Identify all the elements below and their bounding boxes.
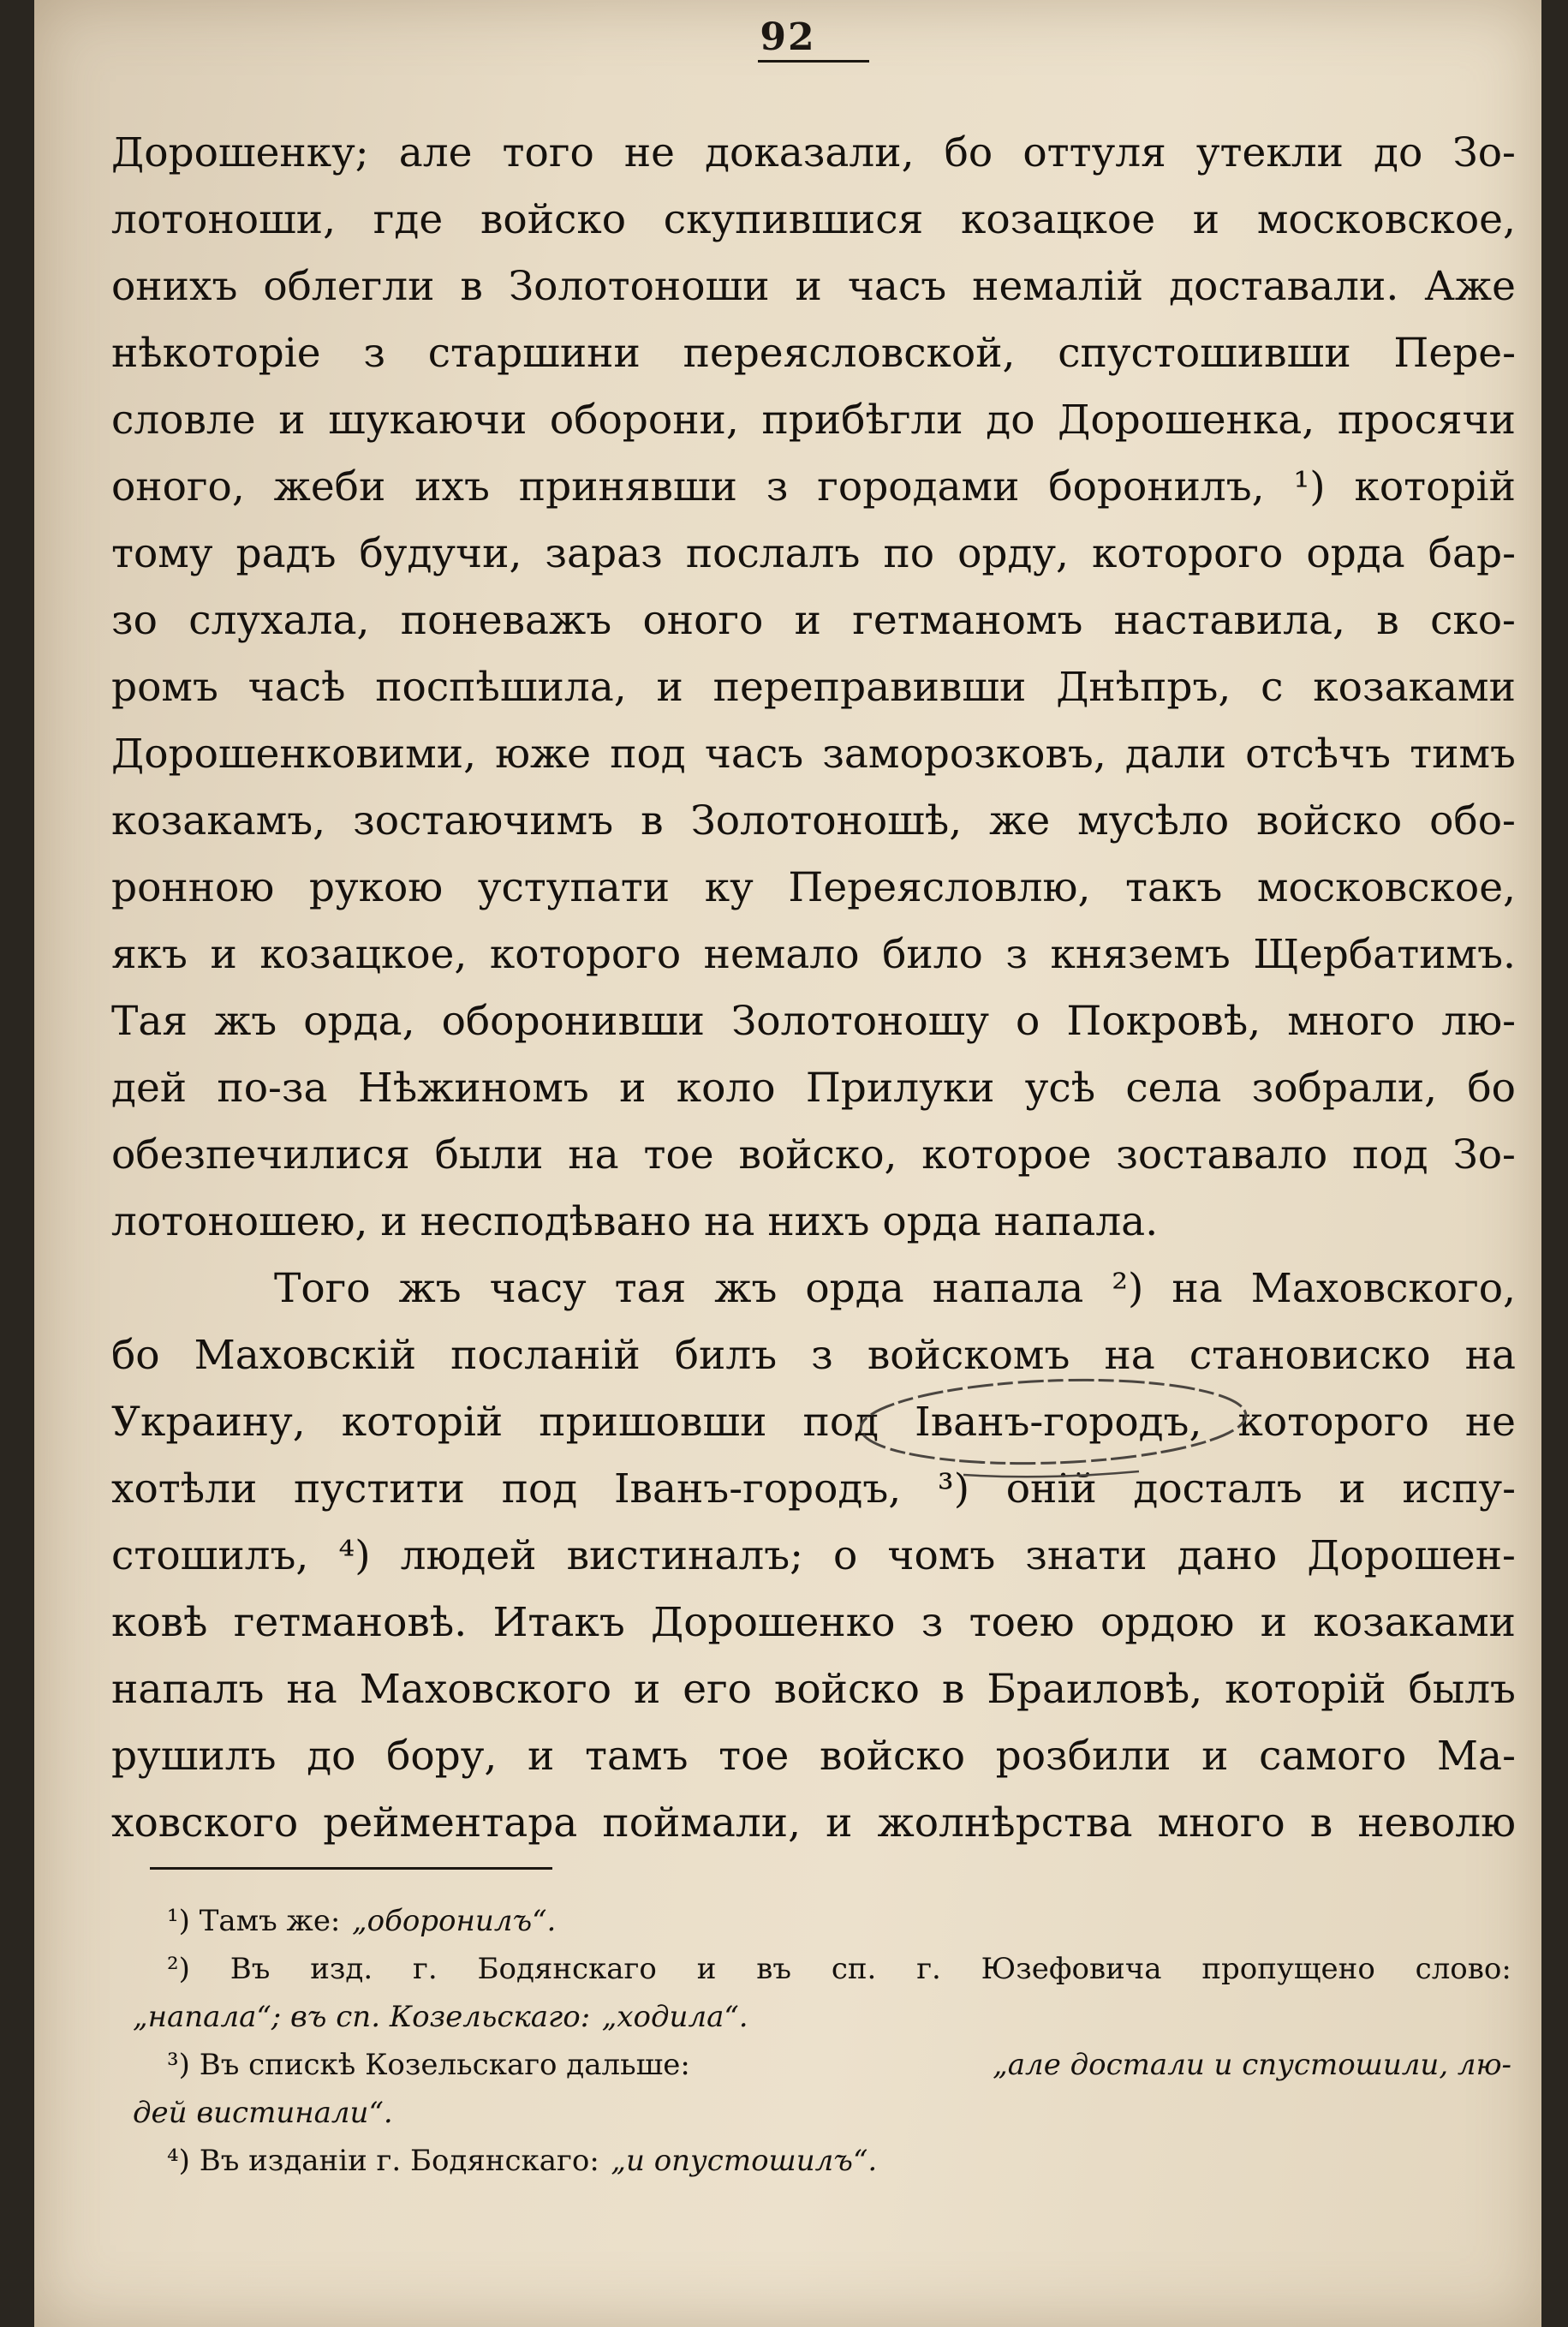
footnote-2-continued: „напала“; въ сп. Козельскаго: „ходила“.: [133, 2000, 748, 2034]
main-text: [111, 120, 1516, 1857]
text-line: лотоношею, и несподѣвано на нихъ орда напала.: [111, 1198, 1159, 1245]
footnote-separator: [150, 1867, 552, 1870]
footnote-3: ³) Въ спискѣ Козельскаго дальше: „але достали и спустошили, лю-: [167, 2048, 1511, 2082]
text-line: оного, жеби ихъ принявши з городами боронилъ, ¹) которій: [111, 463, 1516, 510]
text-line: Того жъ часу тая жъ орда напала ²) на Маховского,: [274, 1265, 1516, 1312]
text-line: онихъ облегли в Золотоноши и часъ немалій доставали. Аже: [111, 263, 1516, 310]
text-line: напалъ на Маховского и его войско в Браиловѣ, которій былъ: [111, 1666, 1516, 1713]
text-line: якъ и козацкое, которого немало било з княземъ Щербатимъ.: [111, 931, 1516, 978]
text-line: дей по-за Нѣжиномъ и коло Прилуки усѣ села зобрали, бо: [111, 1065, 1516, 1112]
footnote-2: ²) Въ изд. г. Бодянскаго и въ сп. г. Юзефовича пропущено слово:: [167, 1952, 1511, 1986]
page-number-rule: [758, 60, 869, 63]
text-line: Дорошенку; але того не доказали, бо оттуля утекли до Зо-: [111, 129, 1516, 176]
text-line: козакамъ, зостаючимъ в Золотоношѣ, же мусѣло войско обо-: [111, 797, 1516, 844]
text-line: словле и шукаючи оборони, прибѣгли до Дорошенка, просячи: [111, 397, 1516, 444]
text-line: обезпечилися были на тое войско, которое зоставало под Зо-: [111, 1131, 1516, 1178]
footnote-4: ⁴) Въ изданіи г. Бодянскаго: „и опустошилъ“.: [167, 2144, 878, 2178]
text-line: рушилъ до бору, и тамъ тое войско розбили и самого Ма-: [111, 1733, 1516, 1780]
text-line: Украину, которій пришовши под Іванъ-городъ, которого не: [111, 1399, 1516, 1446]
text-line: Дорошенковими, юже под часъ заморозковъ, дали отсѣчъ тимъ: [111, 731, 1516, 778]
text-line: нѣкоторіе з старшини переясловской, спустошивши Пере-: [111, 330, 1516, 377]
text-line: хотѣли пустити под Іванъ-городъ, ³) оній досталъ и испу-: [111, 1465, 1516, 1513]
text-line: тому радъ будучи, зараз послалъ по орду, которого орда бар-: [111, 530, 1516, 577]
footnote-3-continued: дей вистинали“.: [133, 2096, 393, 2130]
text-line: ронною рукою уступати ку Переясловлю, такъ московское,: [111, 864, 1516, 911]
text-line: бо Маховскій посланій билъ з войскомъ на становиско на: [111, 1332, 1516, 1379]
footnote-1: ¹) Тамъ же: „оборонилъ“.: [167, 1904, 557, 1938]
text-line: Тая жъ орда, оборонивши Золотоношу о Покровѣ, много лю-: [111, 998, 1516, 1045]
text-line: стошилъ, ⁴) людей вистиналъ; о чомъ знати дано Дорошен-: [111, 1532, 1516, 1579]
text-line: ховского рейментара поймали, и жолнѣрства много в неволю: [111, 1799, 1516, 1847]
text-line: зо слухала, поневажъ оного и гетманомъ наставила, в ско-: [111, 597, 1516, 644]
footnotes: [133, 1897, 1511, 2185]
text-line: ковѣ гетмановѣ. Итакъ Дорошенко з тоею ордою и козаками: [111, 1599, 1516, 1646]
book-page: [34, 0, 1541, 2327]
text-line: лотоноши, где войско скупившися козацкое и московское,: [111, 196, 1516, 243]
text-line: ромъ часѣ поспѣшила, и переправивши Днѣпръ, с козаками: [111, 664, 1516, 711]
page-number: 92: [760, 15, 816, 59]
